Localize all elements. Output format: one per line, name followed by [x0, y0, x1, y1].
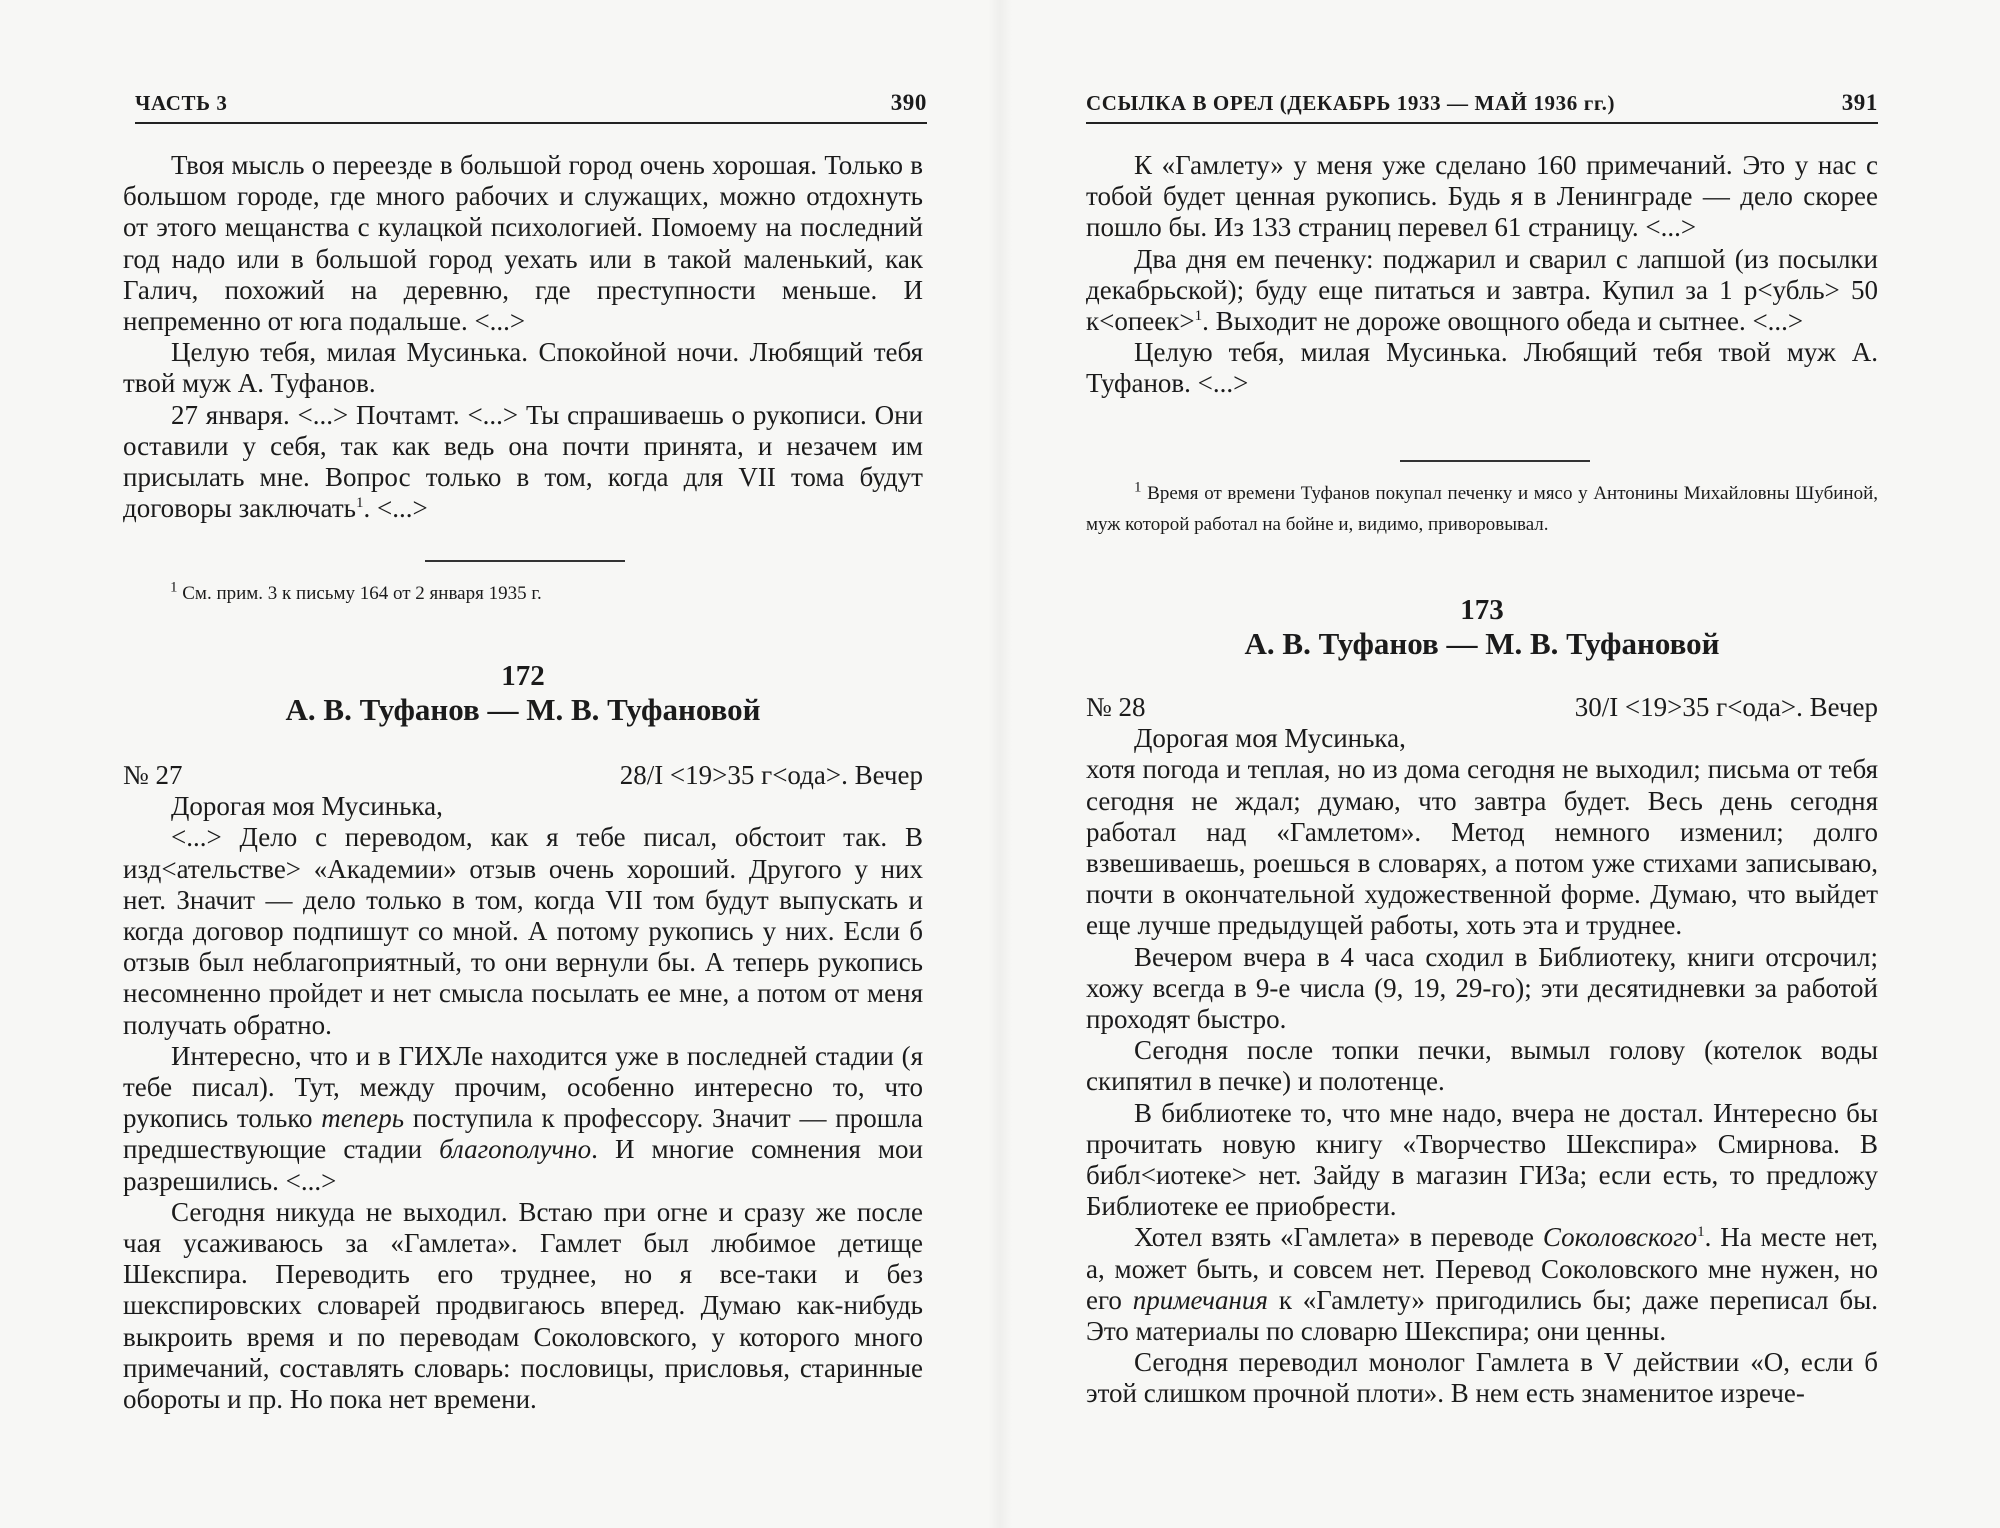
paragraph: Сегодня после топки печки, вымыл голову (котелок воды скипятил в печке) и полотенце. — [1086, 1035, 1878, 1097]
letter-meta — [123, 760, 923, 791]
footnote-text: См. прим. 3 к письму 164 от 2 января 1935 г. — [177, 583, 542, 604]
footnote-rule — [425, 560, 625, 562]
paragraph-text: поступила к профессору. Значит — прошла предшествующие стадии — [123, 1103, 923, 1165]
text-block — [1086, 150, 1878, 400]
paragraph-text: . Выходит не дороже овощного обеда и сытнее. <...> — [1202, 306, 1804, 337]
letter-heading: А. В. Туфанов — М. В. Туфановой — [285, 692, 761, 727]
emphasis: благополучно — [439, 1134, 592, 1165]
paragraph — [1086, 244, 1878, 338]
footnote — [170, 578, 920, 609]
paragraph — [123, 400, 923, 525]
page-number: 390 — [890, 90, 927, 115]
letter-date: 28/I <19>35 г<ода>. Вечер — [619, 760, 923, 790]
letter-index: № 27 — [123, 760, 183, 790]
paragraph: Вечером вчера в 4 часа сходил в Библиотеку, книги отсрочил; хожу всегда в 9-е числа (9, 19, 29-го); эти десятидневки за работой проходят быстро. — [1086, 941, 1878, 1035]
letter-heading: А. В. Туфанов — М. В. Туфановой — [1244, 626, 1720, 661]
paragraph: Целую тебя, милая Мусинька. Спокойной ночи. Любящий тебя твой муж А. Туфанов. — [123, 337, 923, 399]
paragraph: хотя погода и теплая, но из дома сегодня не выходил; письма от тебя сегодня не ждал; думаю, что завтра будет. Весь день сегодня работал над «Гамлетом». Метод немного изменил; долго взвешиваешь, роешься в словарях, а потом уже стихами записываю, почти в окончательной художественной форме. Думаю, что выйдет еще лучше предыдущей работы, хоть эта и труднее. — [1086, 754, 1878, 941]
letter-number: 173 — [1460, 594, 1504, 626]
letter-index: № 28 — [1086, 692, 1146, 722]
letter-date: 30/I <19>35 г<ода>. Вечер — [1574, 692, 1878, 722]
paragraph: Целую тебя, милая Мусинька. Любящий тебя твой муж А. Туфанов. <...> — [1086, 337, 1878, 399]
paragraph: <...> Дело с переводом, как я тебе писал, обстоит так. В изд<ательстве> «Академии» отзыв очень хороший. Другого у них нет. Значит — дело только в том, когда VII том будут выпускать и когда договор подпишут со мной. А потому рукопись у них. Если б отзыв был неблагоприятный, то они вернули бы. А теперь рукопись несомненно пройдет и нет смысла посылать ее мне, а потом от меня получать обратно. — [123, 822, 923, 1040]
paragraph — [123, 1041, 923, 1197]
footnote — [1086, 478, 1878, 540]
footnote-mark: 1 — [1134, 479, 1142, 496]
text-block — [123, 150, 923, 524]
paragraph-text: к «Гамлету» пригодились бы; даже переписал бы. Это материалы по словарю Шекспира; они ценны. — [1086, 1284, 1878, 1347]
footnote-mark: 1 — [170, 579, 178, 596]
paragraph-text: Два дня ем печенку: поджарил и сварил с лапшой (из посылки декабрьской); буду еще питаться и завтра. Купил за 1 р<убль> 50 к<опеек> — [1086, 243, 1878, 337]
section-title: ССЫЛКА В ОРЕЛ (ДЕКАБРЬ 1933 — МАЙ 1936 гг.) — [1086, 91, 1616, 115]
letter-body — [123, 760, 923, 1415]
emphasis: примечания — [1132, 1284, 1268, 1315]
page-number: 391 — [1841, 90, 1878, 115]
right-page — [1000, 0, 2000, 1528]
paragraph-text: 27 января. <...> Почтамт. <...> Ты спрашиваешь о рукописи. Они оставили у себя, так как ведь она почти принята, и незачем им присылать мне. Вопрос только в том, когда для VII тома будут договоры заключать — [123, 399, 923, 524]
paragraph-text: . <...> — [363, 493, 428, 524]
paragraph — [1086, 1222, 1878, 1347]
paragraph-text: Интересно, что и в ГИХЛе находится уже в последней стадии (я тебе писал). Тут, между прочим, особенно интересно то, что рукопись только — [123, 1040, 923, 1134]
footnote-text: Время от времени Туфанов покупал печенку и мясо у Антонины Михайловны Шубиной, муж которой работал на бойне и, видимо, приворовывал. — [1086, 483, 1878, 535]
paragraph: В библиотеке то, что мне надо, вчера не достал. Интересно бы прочитать новую книгу «Творчество Шекспира» Смирнова. В библ<иотеке> нет. Зайду в магазин ГИЗа; если есть, то предложу Библиотеке ее приобрести. — [1086, 1097, 1878, 1222]
emphasis: теперь — [321, 1103, 405, 1134]
paragraph: Сегодня переводил монолог Гамлета в V действии «О, если б этой слишком прочной плоти». В нем есть знаменитое изрече- — [1086, 1347, 1878, 1409]
running-head-right — [1086, 88, 1878, 124]
emphasis: Соколовского — [1542, 1222, 1698, 1253]
letter-meta — [1086, 692, 1878, 723]
footnote-mark: 1 — [1697, 1224, 1705, 1241]
footnote-mark: 1 — [1194, 308, 1203, 325]
letter-body — [1086, 692, 1878, 1410]
paragraph: Твоя мысль о переезде в большой город очень хорошая. Только в большом городе, где много рабочих и служащих, можно отдохнуть от этого мещанства с кулацкой психологией. Помоему на последний год надо или в большой город уехать или в такой маленький, как Галич, похожий на деревню, где преступности меньше. И непременно от юга подальше. <...> — [123, 150, 923, 337]
footnote-rule — [1400, 460, 1590, 462]
section-title: ЧАСТЬ 3 — [135, 91, 228, 115]
footnote-mark: 1 — [355, 495, 364, 512]
paragraph-text: . На месте нет, а, может быть, и совсем нет. Перевод Соколовского мне нужен, но его — [1086, 1222, 1878, 1315]
running-head-left — [135, 88, 927, 124]
salutation: Дорогая моя Мусинька, — [171, 791, 443, 822]
letter-number: 172 — [501, 660, 545, 692]
paragraph: К «Гамлету» у меня уже сделано 160 примечаний. Это у нас с тобой будет ценная рукопись. Будь я в Ленинграде — дело скорее пошло бы. Из 133 страниц перевел 61 страницу. <...> — [1086, 150, 1878, 243]
paragraph-text: Хотел взять «Гамлета» в переводе — [1134, 1222, 1543, 1253]
salutation: Дорогая моя Мусинька, — [1134, 723, 1406, 754]
paragraph: Сегодня никуда не выходил. Встаю при огне и сразу же после чая усаживаюсь за «Гамлета». Гамлет был любимое детище Шекспира. Переводить его труднее, но я все-таки и без шекспировских словарей продвигаюсь вперед. Думаю как-нибудь выкроить время и по переводам Соколовского, у которого много примечаний, составлять словарь: пословицы, присловья, старинные обороты и пр. Но пока нет времени. — [123, 1196, 923, 1415]
paragraph-text: . И многие сомнения мои разрешились. <...> — [123, 1134, 923, 1196]
